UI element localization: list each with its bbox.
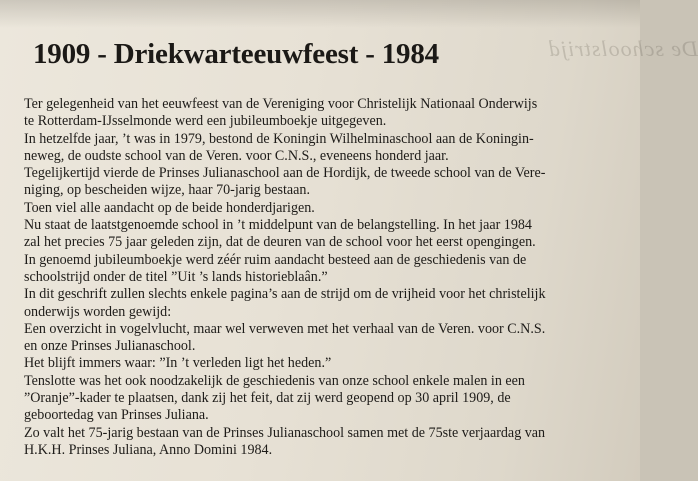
text-line: en onze Prinses Julianaschool. bbox=[24, 338, 196, 355]
text-line: ”Oranje”-kader te plaatsen, dank zij het feit, dat zij werd geopend op 30 april 1909, de bbox=[24, 390, 511, 407]
text-line: Een overzicht in vogelvlucht, maar wel verweven met het verhaal van de Veren. voor C.N.S. bbox=[24, 320, 546, 337]
text-line: onderwijs worden gewijd: bbox=[24, 303, 172, 320]
page-title: 1909 - Driekwarteeuwfeest - 1984 bbox=[33, 38, 439, 70]
text-line: Zo valt het 75-jarig bestaan van de Prinses Julianaschool samen met de 75ste verjaardag van bbox=[24, 424, 546, 441]
text-line: geboortedag van Prinses Juliana. bbox=[24, 407, 209, 424]
body-text bbox=[24, 96, 624, 459]
text-line: Toen viel alle aandacht op de beide honderdjarigen. bbox=[24, 199, 315, 216]
text-line: Tenslotte was het ook noodzakelijk de geschiedenis van onze school enkele malen in een bbox=[24, 372, 525, 389]
text-line: In hetzelfde jaar, ’t was in 1979, bestond de Koningin Wilhelminaschool aan de Koningin- bbox=[24, 130, 534, 147]
text-line: Ter gelegenheid van het eeuwfeest van de Vereniging voor Christelijk Nationaal Onderwijs bbox=[24, 96, 538, 112]
text-line: schoolstrijd onder de titel ”Uit ’s lands historieblaân.” bbox=[24, 268, 328, 285]
bleed-through-text: De schoolstrijd bbox=[548, 36, 698, 61]
text-line: In genoemd jubileumboekje werd zéér ruim aandacht besteed aan de geschiedenis van de bbox=[24, 251, 527, 268]
text-line: niging, op bescheiden wijze, haar 70-jarig bestaan. bbox=[24, 182, 310, 199]
text-line: neweg, de oudste school van de Veren. voor C.N.S., eveneens honderd jaar. bbox=[24, 147, 449, 164]
text-line: zal het precies 75 jaar geleden zijn, dat de deuren van de school voor het eerst opengingen. bbox=[24, 234, 536, 251]
page-shadow bbox=[0, 0, 640, 28]
text-line: In dit geschrift zullen slechts enkele pagina’s aan de strijd om de vrijheid voor het christelijk bbox=[24, 286, 546, 303]
text-line: te Rotterdam-IJsselmonde werd een jubileumboekje uitgegeven. bbox=[24, 113, 387, 130]
text-line: Het blijft immers waar: ”In ’t verleden ligt het heden.” bbox=[24, 355, 332, 372]
text-line: H.K.H. Prinses Juliana, Anno Domini 1984. bbox=[24, 441, 273, 458]
text-line: Nu staat de laatstgenoemde school in ’t middelpunt van de belangstelling. In het jaar 1984 bbox=[24, 217, 532, 234]
text-line: Tegelijkertijd vierde de Prinses Julianaschool aan de Hordijk, de tweede school van de Vere- bbox=[24, 165, 546, 182]
